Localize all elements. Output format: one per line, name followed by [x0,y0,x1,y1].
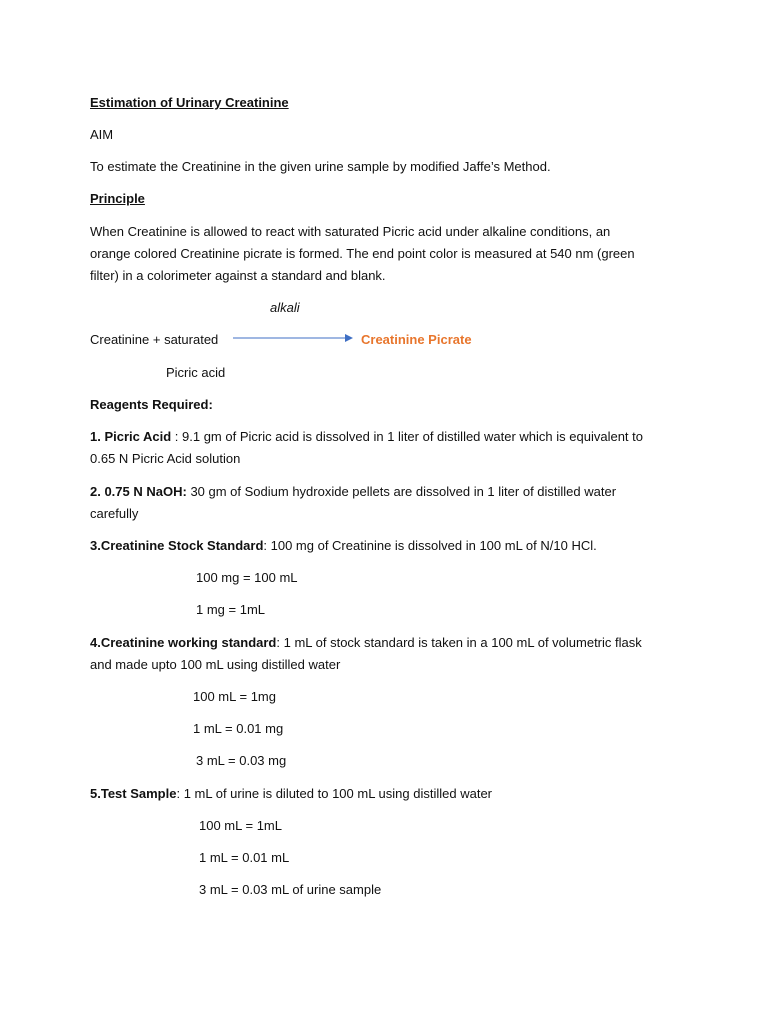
reagent-2-cont: carefully [90,506,139,521]
reagent-1-label: 1. Picric Acid [90,429,172,444]
reagent-5-calc-2: 1 mL = 0.01 mL [199,850,290,865]
reaction-reactant: Creatinine + saturated [90,332,219,347]
reagent-4 [90,632,642,654]
reagent-2-label: 2. 0.75 N NaOH: [90,484,187,499]
reagents-heading: Reagents Required: [90,397,213,412]
reagent-5-calc-1: 100 mL = 1mL [199,818,282,833]
principle-heading: Principle [90,191,145,206]
reagent-2-text: 30 gm of Sodium hydroxide pellets are dissolved in 1 liter of distilled water [186,484,617,499]
principle-line-1: When Creatinine is allowed to react with saturated Picric acid under alkaline conditions, an [90,224,611,239]
reagent-4-calc-1: 100 mL = 1mg [193,689,276,704]
reagent-5-calc-3: 3 mL = 0.03 mL of urine sample [199,882,382,897]
reagent-1 [90,426,643,448]
reagent-3-text: : 100 mg of Creatinine is dissolved in 100 mL of N/10 HCl. [263,538,597,553]
reagent-1-text: : 9.1 gm of Picric acid is dissolved in 1 liter of distilled water which is equivalent to [171,429,643,444]
reagent-2 [90,481,616,503]
reagent-4-text: : 1 mL of stock standard is taken in a 100 mL of volumetric flask [276,635,642,650]
reagent-5-label: 5.Test Sample [90,786,177,801]
reagent-5-text: : 1 mL of urine is diluted to 100 mL using distilled water [176,786,493,801]
principle-line-2: orange colored Creatinine picrate is formed. The end point color is measured at 540 nm (green [90,246,635,261]
reagent-3-label: 3.Creatinine Stock Standard [90,538,264,553]
reagent-4-calc-2: 1 mL = 0.01 mg [193,721,284,736]
reaction-condition: alkali [270,300,300,315]
reagent-4-calc-3: 3 mL = 0.03 mg [196,753,287,768]
reagent-4-label: 4.Creatinine working standard [90,635,277,650]
aim-text: To estimate the Creatinine in the given urine sample by modified Jaffe’s Method. [90,159,551,174]
reaction-arrow-icon [233,330,353,346]
principle-line-3: filter) in a colorimeter against a standard and blank. [90,268,386,283]
reaction-product: Creatinine Picrate [361,332,472,347]
reagent-4-cont: and made upto 100 mL using distilled water [90,657,341,672]
reagent-3 [90,535,597,557]
aim-heading: AIM [90,127,114,142]
reagent-1-cont: 0.65 N Picric Acid solution [90,451,241,466]
reagent-3-calc-1: 100 mg = 100 mL [196,570,298,585]
document-title: Estimation of Urinary Creatinine [90,95,289,110]
reaction-reactant-2: Picric acid [166,365,226,380]
reagent-5 [90,783,492,805]
reagent-3-calc-2: 1 mg = 1mL [196,602,266,617]
